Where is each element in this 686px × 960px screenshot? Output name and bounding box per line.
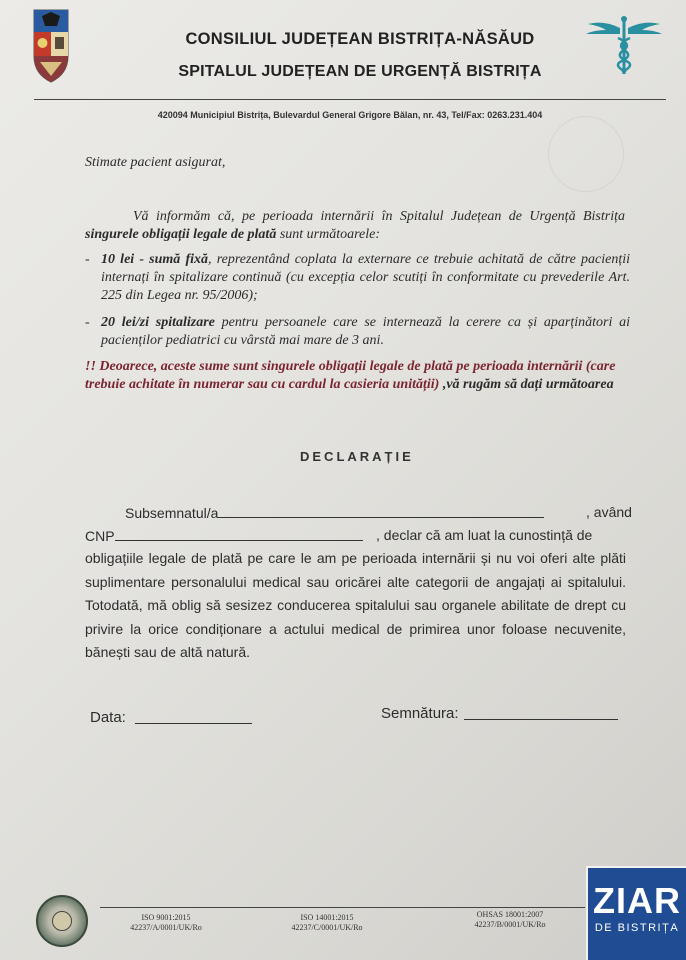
date-blank-field[interactable] — [135, 723, 252, 724]
intro-emphasis: singurele obligații legale de plată — [85, 227, 277, 242]
intro-text: Vă informăm că, pe perioada internării în Spitalul Județean de Urgență Bistrița — [133, 209, 625, 224]
warning-tail: ,vă rugăm să dați următoarea — [439, 377, 614, 392]
intro-tail: sunt următoarele: — [276, 227, 381, 242]
cert1-standard: ISO 9001:2015 — [141, 913, 191, 922]
cert3-standard: OHSAS 18001:2007 — [476, 910, 544, 919]
undersigned-line — [125, 504, 544, 521]
cert3-number: 42237/B/0001/UK/Ro — [474, 920, 546, 929]
brand-name: ZIAR — [593, 880, 681, 921]
cert-iso9001 — [116, 913, 216, 933]
cert1-number: 42237/A/0001/UK/Ro — [130, 923, 202, 932]
header-divider — [34, 99, 666, 100]
having-label: , având — [586, 504, 632, 520]
payment-warning — [85, 358, 630, 394]
hospital-title: SPITALUL JUDEȚEAN DE URGENȚĂ BISTRIȚA — [178, 63, 542, 80]
greeting: Stimate pacient asigurat, — [85, 155, 226, 170]
undersigned-label: Subsemnatul/a — [125, 505, 219, 521]
name-blank-field[interactable] — [218, 504, 544, 518]
declare-text: , declar că am luat la cunostință de — [376, 527, 593, 543]
signature-blank-field[interactable] — [464, 719, 618, 720]
cert2-number: 42237/C/0001/UK/Ro — [291, 923, 363, 932]
cnp-blank-field[interactable] — [115, 527, 363, 541]
seal-center — [52, 911, 72, 931]
list-item — [85, 314, 630, 350]
faint-stamp — [548, 116, 624, 192]
county-coat-of-arms-icon — [30, 8, 72, 84]
signature-label: Semnătura: — [381, 705, 459, 722]
cert2-standard: ISO 14001:2015 — [300, 913, 354, 922]
list-dash: - — [85, 252, 90, 267]
ziar-de-bistrita-logo — [586, 866, 686, 960]
brand-sub: DE BISTRIȚA — [594, 922, 680, 934]
list-item — [85, 251, 630, 305]
cnp-label: CNP — [85, 528, 115, 544]
intro-paragraph — [85, 208, 625, 244]
hospital-address: 420094 Municipiul Bistrița, Bulevardul General Grigore Bălan, nr. 43, Tel/Fax: 0263.231.404 — [157, 110, 543, 120]
cert-ohsas18001 — [450, 910, 570, 930]
council-title: CONSILIUL JUDEȚEAN BISTRIȚA-NĂSĂUD — [185, 30, 535, 48]
item1-text: , reprezentând coplata la externare ce trebuie achitată de către pacienții internați în spitalizare continuă (cu excepția celor scutiți în conformitate cu prevederile Art. 225 din Legea nr. 95/2006); — [101, 252, 630, 303]
cnp-line — [85, 527, 363, 544]
declaration-body: obligațiile legale de plată pe care le am pe perioada internării și nu voi oferi alte plăti suplimentare personalului medical sau oricărei alte categorii de angajați ai spitalului. Totodată, mă oblig să sesizez conducerea spitalului sau organele abilitate de drept cu privire la orice condiționare a actului medical de primirea unor foloase necuvenite, bănești sau de altă natură. — [85, 550, 626, 660]
cert-iso14001 — [272, 913, 382, 933]
item2-amount: 20 lei/zi spitalizare — [101, 315, 215, 330]
date-label: Data: — [90, 709, 126, 726]
declaration-title: DECLARAȚIE — [300, 449, 414, 464]
list-dash: - — [85, 315, 90, 330]
footer-divider — [100, 907, 585, 908]
item2-text: pentru persoanele care se internează la cerere ca și aparținători ai pacienților pediatrici cu vârstă mai mare de 3 ani. — [101, 315, 630, 348]
item1-amount: 10 lei - sumă fixă — [101, 252, 209, 267]
warning-text: !! Deoarece, aceste sume sunt singurele obligații legale de plată pe perioada internării (care trebuie achitate în numerar sau cu cardul la casieria unității) — [85, 359, 616, 392]
certification-seal-icon — [36, 895, 88, 947]
